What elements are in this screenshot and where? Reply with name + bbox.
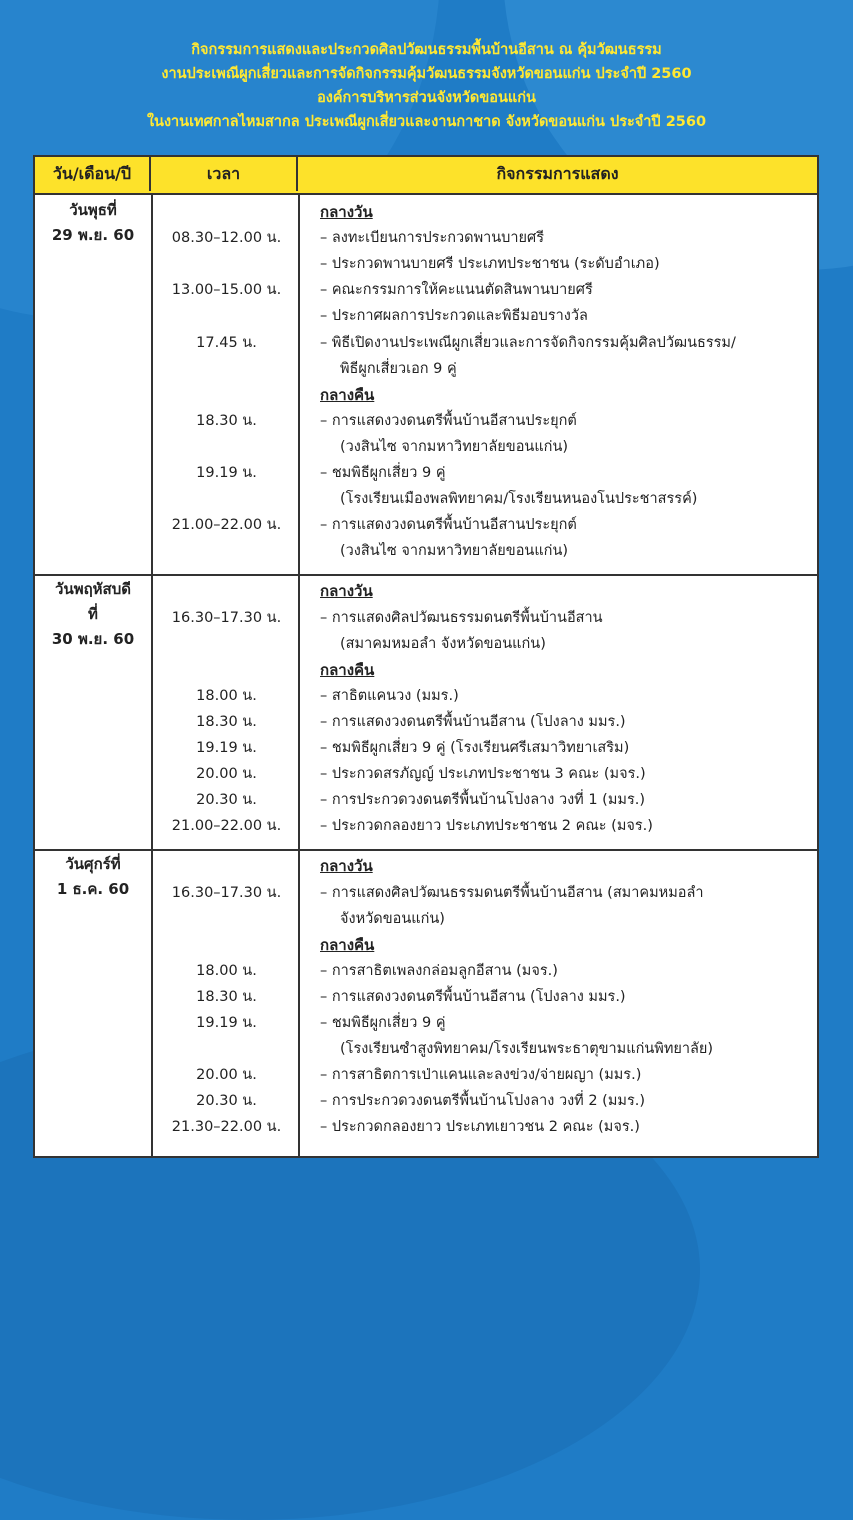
section-heading: กลางวัน (320, 857, 373, 876)
table-row (35, 408, 817, 435)
time-cell: 17.45 น. (196, 334, 257, 351)
column-header-time: เวลา (151, 157, 298, 191)
activity-cell: – คณะกรรมการให้คะแนนตัดสินพานบายศรี (320, 282, 593, 299)
column-header-activity: กิจกรรมการแสดง (496, 163, 619, 183)
table-row (35, 382, 817, 409)
day-label-line: วันพุธที่ (69, 201, 117, 219)
table-row (35, 605, 817, 632)
time-cell: 08.30–12.00 น. (171, 230, 282, 247)
table-row (35, 906, 817, 933)
activity-cell: (วงสินไซ จากมหาวิทยาลัยขอนแก่น) (340, 438, 569, 455)
activity-cell: – ประกวดกลองยาว ประเภทเยาวชน 2 คณะ (มจร.) (320, 1119, 640, 1136)
section-heading: กลางวัน (320, 203, 373, 221)
table-row (35, 1088, 817, 1115)
table-row (35, 434, 817, 461)
table-row (35, 1062, 817, 1089)
time-cell: 13.00–15.00 น. (171, 282, 282, 299)
table-row (35, 683, 817, 710)
activity-cell: – การแสดงวงดนตรีพื้นบ้านอีสานประยุกต์ (320, 517, 577, 534)
time-cell: 19.19 น. (196, 740, 257, 756)
table-row (35, 787, 817, 814)
activity-cell: (วงสินไซ จากมหาวิทยาลัยขอนแก่น) (340, 543, 569, 560)
day-label-line: 1 ธ.ค. 60 (56, 880, 130, 899)
time-cell: 20.00 น. (196, 1067, 257, 1084)
activity-cell: (สมาคมหมอลำ จังหวัดขอนแก่น) (340, 635, 546, 652)
table-row (35, 958, 817, 985)
activity-cell: – ประกาศผลการประกวดและพิธีมอบรางวัล (320, 308, 588, 325)
header-line: งานประเพณีผูกเสี่ยวและการจัดกิจกรรมคุ้มวัฒนธรรมจังหวัดขอนแก่น ประจำปี 2560 (161, 66, 692, 82)
time-cell: 18.00 น. (196, 962, 257, 979)
time-cell: 18.30 น. (196, 412, 257, 429)
activity-cell: – การแสดงวงดนตรีพื้นบ้านอีสาน (โปงลาง มมร.) (320, 713, 626, 730)
day-divider (35, 849, 817, 851)
column-header-date: วัน/เดือน/ปี (35, 157, 151, 191)
activity-cell: – ประกวดกลองยาว ประเภทประชาชน 2 คณะ (มจร.) (320, 818, 653, 835)
schedule-table (33, 155, 819, 1158)
header-line: กิจกรรมการแสดงและประกวดศิลปวัฒนธรรมพื้นบ้านอีสาน ณ คุ้มวัฒนธรรม (191, 42, 662, 58)
time-cell: 18.30 น. (196, 713, 257, 730)
day-divider (35, 574, 817, 576)
page-header (0, 38, 853, 134)
table-row (35, 303, 817, 330)
time-cell: 19.19 น. (196, 465, 257, 481)
table-row (35, 512, 817, 539)
table-header (35, 157, 817, 195)
activity-cell: – การแสดงวงดนตรีพื้นบ้านอีสาน (โปงลาง มมร.) (320, 988, 626, 1005)
table-row (35, 1114, 817, 1141)
activity-cell: – ชมพิธีผูกเสี่ยว 9 คู่ (โรงเรียนศรีเสมาวิทยาเสริม) (320, 740, 630, 756)
time-cell: 16.30–17.30 น. (171, 609, 282, 626)
day-label-line: 29 พ.ย. 60 (51, 226, 135, 244)
table-row (35, 578, 817, 605)
section-heading: กลางคืน (320, 385, 375, 404)
section-heading: กลางคืน (320, 660, 375, 679)
activity-cell: พิธีผูกเสี่ยวเอก 9 คู่ (340, 360, 457, 377)
time-cell: 20.30 น. (196, 792, 257, 809)
table-row (35, 853, 817, 880)
activity-cell: – ชมพิธีผูกเสี่ยว 9 คู่ (320, 1015, 446, 1031)
time-cell: 16.30–17.30 น. (171, 884, 282, 901)
time-cell: 21.00–22.00 น. (171, 517, 282, 534)
table-row (35, 486, 817, 513)
table-row (35, 1036, 817, 1063)
activity-cell: – ลงทะเบียนการประกวดพานบายศรี (320, 230, 545, 247)
activity-cell: – พิธีเปิดงานประเพณีผูกเสี่ยวและการจัดกิจกรรมคุ้มศิลปวัฒนธรรม/ (320, 334, 736, 351)
time-cell: 20.30 น. (196, 1093, 257, 1110)
table-row (35, 709, 817, 736)
activity-cell: (โรงเรียนเมืองพลพิทยาคม/โรงเรียนหนองโนประชาสรรค์) (340, 491, 698, 508)
activity-cell: – สาธิตแคนวง (มมร.) (320, 687, 459, 704)
activity-cell: – การสาธิตการเป่าแคนและลงข่วง/จ่ายผญา (มมร.) (320, 1067, 642, 1084)
time-cell: 21.30–22.00 น. (171, 1119, 282, 1136)
table-row (35, 880, 817, 907)
time-cell: 20.00 น. (196, 766, 257, 783)
table-row (35, 657, 817, 684)
section-heading: กลางคืน (320, 935, 375, 954)
activity-cell: – การแสดงศิลปวัฒนธรรมดนตรีพื้นบ้านอีสาน (สมาคมหมอลำ (320, 884, 704, 901)
table-row (35, 225, 817, 252)
table-row (35, 761, 817, 788)
day-label-line: วันพฤหัสบดี (55, 580, 131, 599)
table-row (35, 932, 817, 959)
table-row (35, 1010, 817, 1037)
activity-cell: – ประกวดพานบายศรี ประเภทประชาชน (ระดับอำเภอ) (320, 256, 660, 273)
table-row (35, 538, 817, 565)
day-label-line: วันศุกร์ที่ (65, 855, 121, 874)
time-cell: 19.19 น. (196, 1015, 257, 1031)
time-cell: 18.30 น. (196, 988, 257, 1005)
table-row (35, 277, 817, 304)
day-label-line: ที่ (88, 605, 98, 624)
table-row (35, 735, 817, 762)
activity-cell: – การแสดงวงดนตรีพื้นบ้านอีสานประยุกต์ (320, 412, 577, 429)
time-cell: 21.00–22.00 น. (171, 818, 282, 835)
day-label-line: 30 พ.ย. 60 (51, 630, 135, 649)
section-heading: กลางวัน (320, 582, 373, 601)
table-row (35, 251, 817, 278)
header-line: ในงานเทศกาลไหมสากล ประเพณีผูกเสี่ยวและงานกาชาด จังหวัดขอนแก่น ประจำปี 2560 (146, 114, 707, 130)
activity-cell: จังหวัดขอนแก่น) (340, 910, 445, 927)
table-row (35, 330, 817, 357)
table-row (35, 984, 817, 1011)
activity-cell: – การประกวดวงดนตรีพื้นบ้านโปงลาง วงที่ 1 (มมร.) (320, 792, 646, 809)
table-row (35, 813, 817, 840)
table-row (35, 199, 817, 226)
table-row (35, 356, 817, 383)
activity-cell: – การประกวดวงดนตรีพื้นบ้านโปงลาง วงที่ 2 (มมร.) (320, 1093, 646, 1110)
activity-cell: – ชมพิธีผูกเสี่ยว 9 คู่ (320, 465, 446, 481)
activity-cell: (โรงเรียนซำสูงพิทยาคม/โรงเรียนพระธาตุขามแก่นพิทยาลัย) (340, 1041, 714, 1058)
activity-cell: – การแสดงศิลปวัฒนธรรมดนตรีพื้นบ้านอีสาน (320, 609, 603, 626)
table-row (35, 460, 817, 487)
header-line: องค์การบริหารส่วนจังหวัดขอนแก่น (317, 90, 536, 106)
activity-cell: – ประกวดสรภัญญ์ ประเภทประชาชน 3 คณะ (มจร.) (320, 766, 646, 783)
table-row (35, 631, 817, 658)
time-cell: 18.00 น. (196, 687, 257, 704)
activity-cell: – การสาธิตเพลงกล่อมลูกอีสาน (มจร.) (320, 962, 558, 979)
